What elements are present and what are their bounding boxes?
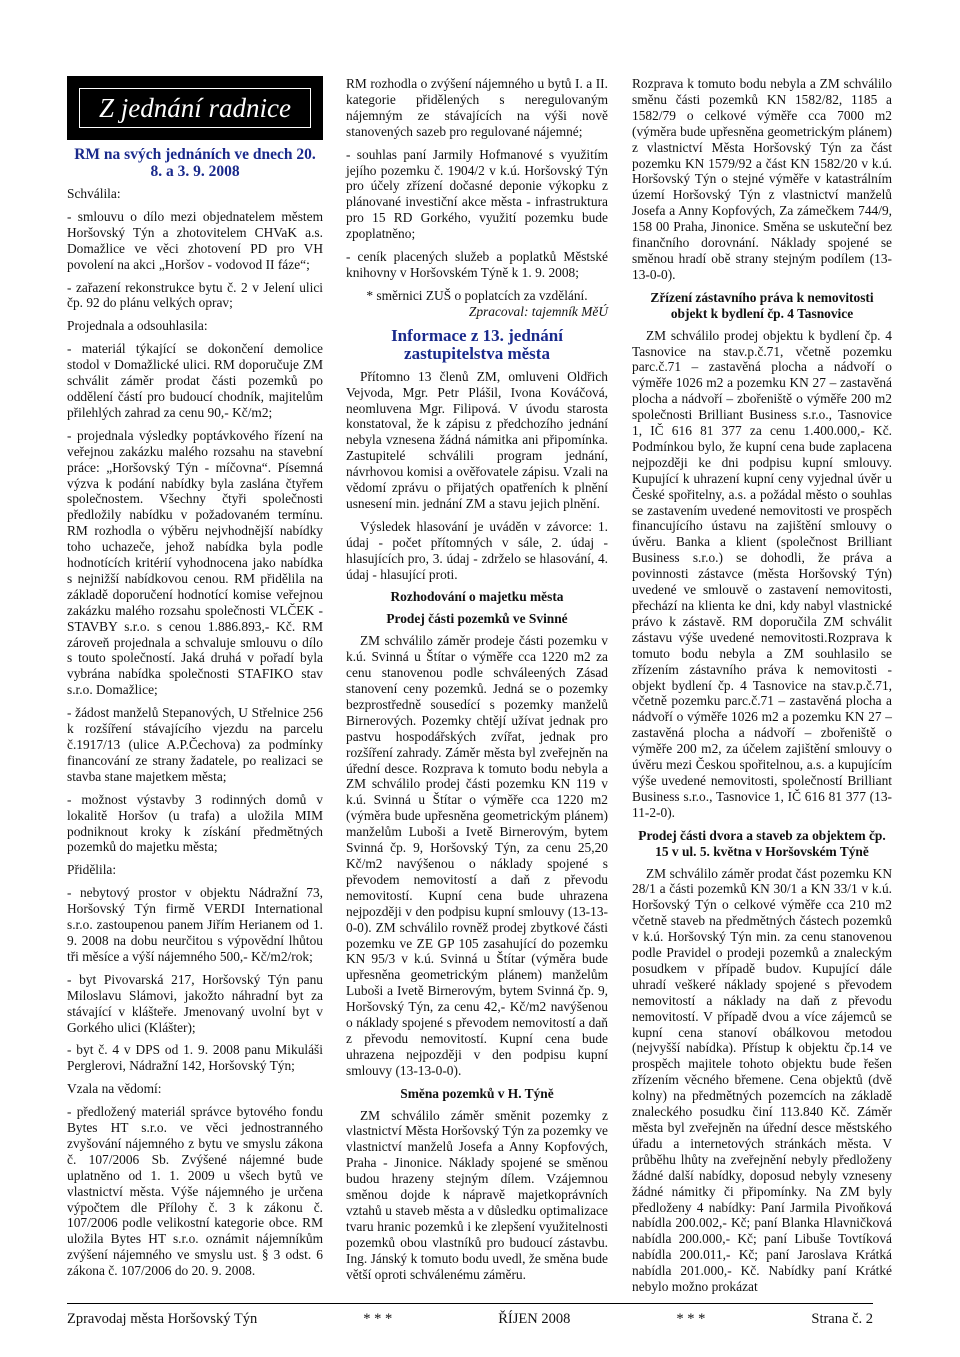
paragraph: - byt č. 4 v DPS od 1. 9. 2008 panu Mikuláši Perglerovi, Nádražní 142, Horšovský Týn; — [67, 1042, 323, 1074]
paragraph: ZM schválilo záměr směnit pozemky z vlastnictví Města Horšovský Týn za pozemky ve vlastnictví manželů Josefa a Anny Kopfových, Praha - Jinonice. Náklady spojené se směnou budou hrazeny stejným dílem. Vzájemnou směnou dojde k nápravě majetkoprávních vztahů u staveb města a v důsledku optimalizace tvaru hranic pozemků i ke zlepšení využitelnosti pozemků obou vlastníků pro budoucí zástavbu. Ing. Jánský k tomuto bodu uvedl, že směna bude větší oproti schválenému záměru. — [346, 1107, 608, 1282]
column-1 — [67, 146, 323, 1286]
signature: Zpracoval: tajemník MěÚ — [468, 303, 608, 319]
subheading: Prodej části pozemků ve Svinné — [386, 611, 568, 627]
footer-separator: * * * — [676, 1311, 706, 1327]
paragraph: Rozprava k tomuto bodu nebyla a ZM schválilo směnu části pozemků KN 1582/82, 1185 a 1582/79 o celkové výměře cca 7000 m2 (výměra bude upřesněna geometrickým plánem) z vlastnictví Města Horšovský Týn za část pozemku KN 1579/92 a část KN 1582/20 v k.ú. Horšovský Týn o stejné výměře v katastrálním území Horšovský Týn z vlastnictví manželů Josefa a Anny Kopfových, Za zámečkem 744/9, 158 00 Praha, Jinonice. Směna se uskuteční bez finančního dorovnání. Náklady spojené se směnou hradí obě strany stejným podílem (13-13-0-0). — [632, 76, 892, 282]
paragraph: - projednala výsledky poptávkového řízení na veřejnou zakázku malého rozsahu na stavební práce: „Horšovský Týn - míčovna“. Písemná výzva k podání nabídky byla zaslána čtyřem společnostem. Všechny čtyři společnosti předložily nabídku v požadovaném termínu. RM rozhodla o výběru nejvhodnější nabídky toho uchazeče, jehož nabídka byla podle hodnotících kritérií vyhodnocena jako nabídka s nejnižší nabídkovou cenou. RM přidělila na základě doporučení hodnotící komise veřejnou zakázku malého rozsahu společnosti VLČEK - STAVBY s.r.o. s cenou 1.886.893,- Kč. RM zároveň projednala a schvaluje smlouvu o dílo s touto společností. Jaká druhá v pořadí byla vybrána nabídka společnosti STAFIKO stav s.r.o. Domažlice; — [67, 427, 323, 698]
footer-publication: Zpravodaj města Horšovský Týn — [67, 1311, 258, 1327]
section-banner — [67, 76, 323, 140]
paragraph: - nebytový prostor v objektu Nádražní 73, Horšovský Týn firmě VERDI International s.r.o. zastoupenou panem Jiřím Herianem od 1. 9. 2008 na dobu neurčitou s výpovědní lhůtou tři měsíce a výší nájemného 500,- Kč/m2/rok; — [67, 885, 323, 964]
paragraph: - možnost výstavby 3 rodinných domů v lokalitě Horšov (u trafa) a uložila MIM podniknout kroky k získání předmětných pozemků do majetku města; — [67, 791, 323, 855]
footer-separator: * * * — [363, 1311, 393, 1327]
paragraph: - předložený materiál správce bytového fondu Bytes HT s.r.o. ve věci jednostranného zvyšování nájemného z bytu ve smyslu zákona č. 107/2006 Sb. Zvýšené nájemné bude uplatněno od 1. 1. 2009 u všech bytů ve vlastnictví města. Výše nájemného je určena výpočtem dle Přílohy č. 3 k zákonu č. 107/2006 podle velikostní kategorie obce. RM uložila Bytes HT s.r.o. oznámit nájemníkům zvýšení nájemného ve smyslu ust. § 3 odst. 6 zákona č. 107/2006 do 20. 9. 2008. — [67, 1104, 323, 1279]
column-3 — [632, 76, 892, 1302]
subheading: Směna pozemků v H. Týně — [400, 1085, 554, 1101]
paragraph: - souhlas paní Jarmily Hofmanové s využitím jejího pozemku č. 1904/2 v k.ú. Horšovský Týn pro účely zřízení dočasné deponie výkopku z plánované investiční akce města - infrastruktura pro 15 RD Gorkého, využití pozemku bude zpoplatněno; — [346, 146, 608, 242]
rm-heading: RM na svých jednáních ve dnech 20. 8. a 3. 9. 2008 — [74, 146, 316, 180]
paragraph: Vzala na vědomí: — [67, 1081, 162, 1097]
paragraph: * směrnici ZUŠ o poplatcích za vzdělání. — [366, 287, 588, 303]
paragraph: - smlouvu o dílo mezi objednatelem městem Horšovský Týn a zhotovitelem CHVaK a.s. Domažlice ve věci zhotovení PD pro VH povolení na akci „Horšov - vodovod II fáze“; — [67, 208, 323, 272]
paragraph: - materiál týkající se dokončení demolice stodol v Domažlické ulici. RM doporučuje ZM schválit záměr prodat části pozemků po oddělení částí pro budoucí chodník, majitelům přilehlých zahrad za cenu 90,- Kč/m2; — [67, 341, 323, 420]
paragraph: - žádost manželů Stepanových, U Střelnice 256 k rozšíření stávajícího vjezdu na parcelu č.1917/13 (ulice A.P.Čechova) za podmínky financování ze strany žadatele, po realizaci se stavba stane majetkem města; — [67, 705, 323, 784]
paragraph: - zařazení rekonstrukce bytu č. 2 v Jelení ulici čp. 92 do plánu velkých oprav; — [67, 279, 323, 311]
paragraph: Přítomno 13 členů ZM, omluveni Oldřich Vejvoda, Mgr. Petr Plášil, Ivona Kováčová, neomluvena Mgr. Filipová. V úvodu starosta konstatoval, že k zápisu z předchozího jednání nebyla vznesena žádná námitka ani připomínka. Zastupitelé schválili program jednání, návrhovou komisi a ověřovatele zápisu. Vzali na vědomí zprávu o přijatých opatřeních k plnění usnesení min. jednání ZM a stavu jejich plnění. — [346, 368, 608, 511]
paragraph: ZM schválilo prodej objektu k bydlení čp. 4 Tasnovice na stav.p.č.71, včetně pozemku parc.č.71 – zastavěná plocha a nádvoří o výměře 1026 m2 a pozemku KN 27 – zastavěná plocha a nádvoří – zbořeniště o výměře 200 m2 společnosti Brilliant Business s.r.o., Tasnovice 1, IČ 616 81 377 za cenu 1.400.000,- Kč. Podmínkou bylo, že kupní cena bude zaplacena nejpozději ke dni podpisu kupní smlouvy. Kupující k uhrazení kupní ceny vyjednal úvěr u České spořitelny, a.s. a požádal město o souhlas se zastavením uvedené nemovitosti ve prospěch financujícího ústavu na zajištění smlouvy o úvěru. Banka a klient (společnost Brilliant Business s.r.o.) se dohodli, že práva a povinnosti zástavce (města Horšovský Týn) uvedené ve smlouvě o zastavení nemovitosti, přechází na klienta ke dni, kdy nabyl vlastnické právo k zástavě. RM doporučila ZM schválit zástavu výše uvedené nemovitosti.Rozprava k tomuto bodu nebyla a ZM souhlasilo se zřízením zástavního práva k nemovitosti - objekt bydlení čp. 4 Tasnovice na stav.p.č.71, včetně pozemku parc.č.71 – zastavěná plocha a nádvoří o výměře 1026 m2 a pozemku KN 27 – zastavěná plocha a nádvoří – zbořeniště o výměře 200 m2, za účelem zajištění smlouvy o úvěru mezi Českou spořitelnou, a.s. a kupujícím výše uvedené nemovitosti, společností Brilliant Business s.r.o., Tasnovice 1, IČ 616 81 377 (13-11-2-0). — [632, 327, 892, 820]
zm-heading: Informace z 13. jednání zastupitelstva města — [391, 325, 563, 363]
banner-frame — [79, 88, 311, 128]
paragraph: ZM schválilo záměr prodat část pozemku KN 28/1 a části pozemků KN 30/1 a KN 33/1 v k.ú. Horšovský Týn o celkové výměře cca 210 m2 včetně staveb na předmětných částech pozemků v k.ú. Horšovský Týn min. za cenu stanovenou podle Pravidel o prodeji pozemků a znaleckým posudkem v případě budov. Kupující dále uhradí veškeré náklady spojené s převodem nemovitostí a náklady na daň z převodu nemovitostí. V případě dvou a více zájemců se kupní cena stanoví obálkovou metodou (nejvyšší nabídka). Přístup k objektu čp.14 ve prospěch majitele tohoto objektu bude řešen zřízením věcného břemene. Cena objektů (dvě kolny) na předmětných pozemcích na základě znaleckého posudku činí 113.840 Kč. Záměr města byl zveřejněn na úřední desce městského úřadu a internetových stránkách města. V průběhu lhůty na zveřejnění nebyly předloženy žádné další nabídky, doposud nebyly vzneseny žádné námitky či připomínky. Na ZM byly předloženy 4 nabídky: Paní Jarmila Pivoňková nabídla 200.002,- Kč; paní Blanka Hlavničková nabídla 200.000,- Kč; paní Libuše Tovtíková nabídla 200.011,- Kč; paní Jaroslava Krátká nabídla 201.000,- Kč. Nabídky paní Krátké nebylo možno prokázat — [632, 865, 892, 1295]
paragraph: Projednala a odsouhlasila: — [67, 318, 208, 334]
subheading: Rozhodování o majetku města — [390, 589, 564, 605]
subheading: Zřízení zástavního práva k nemovitosti objekt k bydlení čp. 4 Tasnovice — [650, 289, 874, 321]
paragraph: - ceník placených služeb a poplatků Městské knihovny v Horšovském Týně k 1. 9. 2008; — [346, 249, 608, 280]
subheading: Prodej části dvora a staveb za objektem čp. 15 v ul. 5. května v Horšovském Týně — [638, 827, 886, 859]
footer-issue: ŘÍJEN 2008 — [498, 1311, 571, 1327]
paragraph: - byt Pivovarská 217, Horšovský Týn panu Miloslavu Slámovi, jakožto náhradní byt za stávající v klášteře. Jmenovaný uvolní byt v Gorkého ulici (Klášter); — [67, 971, 323, 1035]
column-2 — [346, 76, 608, 1290]
paragraph: ZM schválilo záměr prodeje části pozemku v k.ú. Svinná u Štítar o výměře cca 1220 m2 za cenu stanovenou podle schváleených Zásad stanovení ceny pozemků. Jedná se o pozemky bezprostředně sousedící s pozemky manželů Birnerových. Pozemky chtějí užívat jednak pro pastvu hospodářských zvířat, jednak pro rozšíření zahrady. Záměr města byl zveřejněn na úřední desce. Rozprava k tomuto bodu nebyla a ZM schválilo prodej části pozemku KN 119 v k.ú. Svinná u Štítar o výměře cca 1220 m2 (výměra bude upřesněna geometrickým plánem) manželům Luboši a Ivetě Birnerovým, bytem Svinná čp. 9, Horšovský Týn, za cenu 25,20 Kč/m2 navýšenou o náklady spojené s převodem nemovitostí a daň z převodu nemovitostí. Kupní cena bude uhrazena nejpozději v den podpisu kupní smlouvy (13-13-0-0). ZM schválilo rovněž prodej zbytkové části pozemku ve ZE GP 105 zasahující do pozemku KN 95/3 v k.ú. Svinná u Štítar (výměra bude upřesněna geometrickým plánem) manželům Luboši a Ivetě Birnerovým, bytem Svinná čp. 9, Horšovský Týn, za cenu 42,- Kč/m2 navýšenou o náklady spojené s převodem nemovitostí a daň z převodu nemovitostí. Kupní cena bude uhrazena nejpozději v den podpisu kupní smlouvy (13-13-0-0). — [346, 633, 608, 1078]
page-footer — [67, 1303, 873, 1328]
paragraph: Schválila: — [67, 186, 121, 201]
paragraph: Přidělila: — [67, 862, 117, 878]
footer-page-number: Strana č. 2 — [811, 1311, 873, 1327]
banner-title: Z jednání radnice — [99, 92, 291, 123]
paragraph: RM rozhodla o zvýšení nájemného u bytů I. a II. kategorie přidělených s neregulovaným nájemným ze stávajících na výši nově stanovených sazeb pro regulované nájemné; — [346, 76, 608, 139]
paragraph: Výsledek hlasování je uváděn v závorce: 1. údaj - počet přítomných v sále, 2. údaj - hlasujících pro, 3. údaj - zdrželo se hlasování, 4. údaj - hlasující proti. — [346, 518, 608, 582]
